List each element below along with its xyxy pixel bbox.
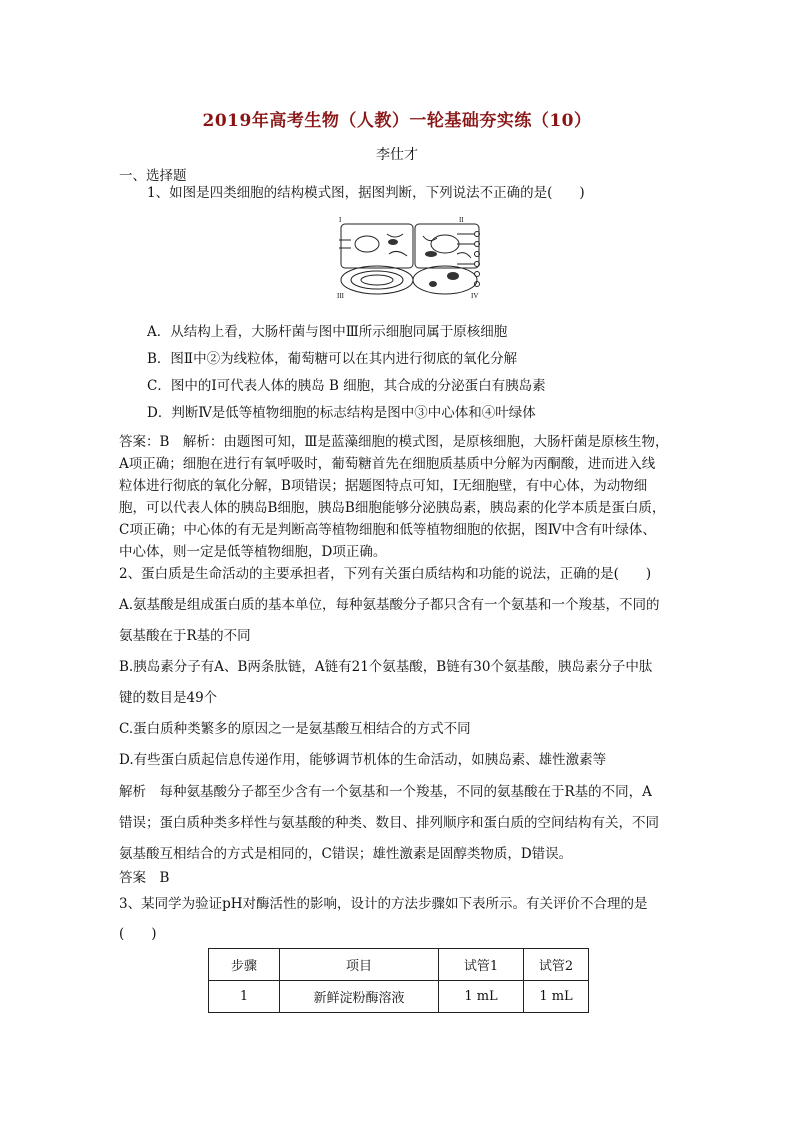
q1-option-b: B．图Ⅱ中②为线粒体，葡萄糖可以在其内进行彻底的氧化分解 bbox=[147, 351, 518, 367]
q1-answer-line: 胞，可以代表人体的胰岛B细胞，胰岛B细胞能够分泌胰岛素，胰岛素的化学本质是蛋白质， bbox=[119, 500, 666, 516]
table-header-row bbox=[209, 949, 589, 981]
figure-label-I: I bbox=[339, 216, 342, 224]
q1-answer-line: C项正确；中心体的有无是判断高等植物细胞和低等植物细胞的依据，图Ⅳ中含有叶绿体、 bbox=[119, 522, 656, 538]
q2-line: 键的数目是49个 bbox=[119, 690, 218, 706]
cell-III-outline bbox=[341, 266, 413, 294]
page-title: 2019年高考生物（人教）一轮基础夯实练（10） bbox=[202, 111, 592, 131]
figure-label-IV: IV bbox=[471, 292, 479, 300]
cell-diagram bbox=[327, 214, 491, 300]
figure-label-II: II bbox=[459, 216, 464, 224]
q1-answer-line: A项正确；细胞在进行有氧呼吸时，葡萄糖首先在细胞质基质中分解为丙酮酸，进而进入线 bbox=[119, 456, 656, 472]
q2-line: A.氨基酸是组成蛋白质的基本单位，每种氨基酸分子都只含有一个氨基和一个羧基，不同的 bbox=[119, 597, 660, 613]
section-heading: 一、选择题 bbox=[119, 168, 187, 184]
q2-line: 氨基酸在于R基的不同 bbox=[119, 628, 251, 644]
q1-option-d: D．判断Ⅳ是低等植物细胞的标志结构是图中③中心体和④叶绿体 bbox=[147, 405, 536, 421]
q1-option-a: A．从结构上看，大肠杆菌与图中Ⅲ所示细胞同属于原核细胞 bbox=[147, 324, 508, 340]
table-header-cell: 项目 bbox=[280, 949, 439, 981]
q2-line: B.胰岛素分子有A、B两条肽链，A链有21个氨基酸，B链有30个氨基酸，胰岛素分子中肽 bbox=[119, 659, 653, 675]
q2-analysis-line: 氨基酸互相结合的方式是相同的，C错误；雄性激素是固醇类物质，D错误。 bbox=[119, 846, 573, 862]
q1-stem: 1、如图是四类细胞的结构模式图，据图判断，下列说法不正确的是( ) bbox=[147, 185, 585, 201]
q1-answer-line: 答案：B 解析：由题图可知，Ⅲ是蓝藻细胞的模式图，是原核细胞，大肠杆菌是原核生物， bbox=[119, 434, 669, 450]
table-header-cell: 试管2 bbox=[524, 949, 589, 981]
table-header-cell: 步骤 bbox=[209, 949, 280, 981]
q1-option-c: C．图中的Ⅰ可代表人体的胰岛 B 细胞，其合成的分泌蛋白有胰岛素 bbox=[147, 378, 546, 394]
q2-line: D.有些蛋白质起信息传递作用，能够调节机体的生命活动，如胰岛素、雄性激素等 bbox=[119, 752, 607, 768]
cell-IV-outline bbox=[413, 266, 477, 294]
cell-structure-figure bbox=[327, 214, 491, 300]
q2-answer: 答案 B bbox=[119, 870, 170, 886]
q2-stem: 2、蛋白质是生命活动的主要承担者，下列有关蛋白质结构和功能的说法，正确的是( ) bbox=[119, 566, 652, 582]
author: 李仕才 bbox=[376, 147, 418, 163]
table-header-cell: 试管1 bbox=[439, 949, 524, 981]
q2-analysis-line: 错误；蛋白质种类多样性与氨基酸的种类、数目、排列顺序和蛋白质的空间结构有关，不同 bbox=[119, 815, 659, 831]
q1-answer-line: 粒体进行彻底的氧化分解，B项错误；据题图特点可知，Ⅰ无细胞壁，有中心体，为动物细 bbox=[119, 478, 648, 494]
cell-I-outline bbox=[341, 224, 413, 268]
table-cell: 1 bbox=[209, 981, 280, 1013]
q3-stem-blank: ( ) bbox=[119, 926, 157, 942]
table-row bbox=[209, 981, 589, 1013]
q2-analysis-line: 解析 每种氨基酸分子都至少含有一个氨基和一个羧基，不同的氨基酸在于R基的不同，A bbox=[119, 784, 652, 800]
table-cell: 新鲜淀粉酶溶液 bbox=[280, 981, 439, 1013]
figure-label-III: III bbox=[337, 292, 344, 300]
table-cell: 1 mL bbox=[439, 981, 524, 1013]
q1-answer-line: 中心体，则一定是低等植物细胞，D项正确。 bbox=[119, 544, 387, 560]
q2-line: C.蛋白质种类繁多的原因之一是氨基酸互相结合的方式不同 bbox=[119, 721, 471, 737]
cell-II-outline bbox=[415, 224, 479, 268]
q3-stem: 3、某同学为验证pH对酶活性的影响，设计的方法步骤如下表所示。有关评价不合理的是 bbox=[119, 896, 648, 912]
q3-steps-table bbox=[208, 948, 589, 1013]
table-cell: 1 mL bbox=[524, 981, 589, 1013]
